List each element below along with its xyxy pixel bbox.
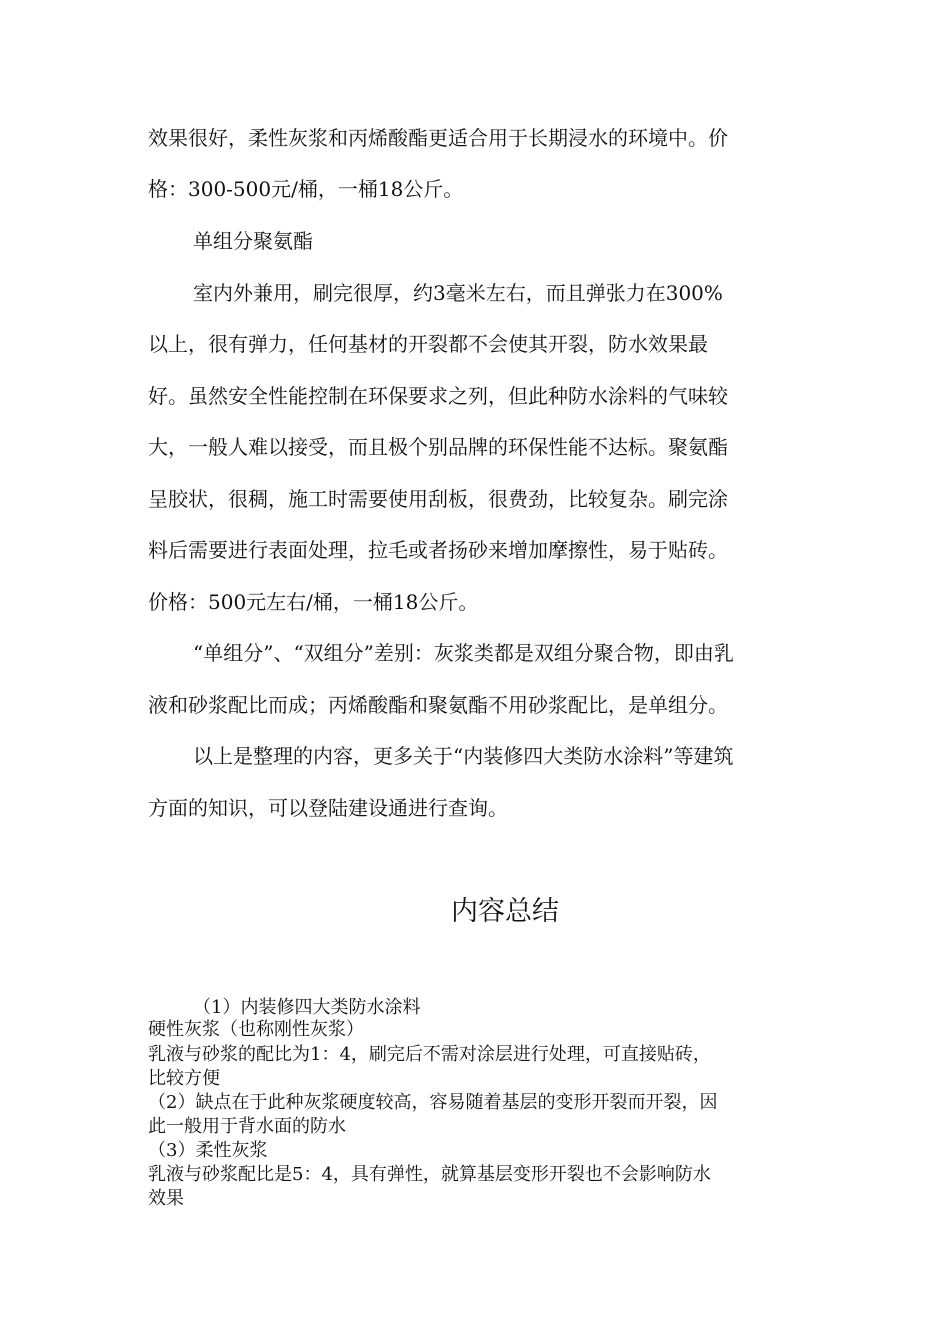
summary-title: 内容总结	[451, 896, 559, 927]
body-line: 以上是整理的内容，更多关于“内装修四大类防水涂料”等建筑	[193, 744, 734, 768]
summary-line: 硬性灰浆（也称刚性灰浆）	[148, 1019, 364, 1040]
body-line: 液和砂浆配比而成；丙烯酸酯和聚氨酯不用砂浆配比，是单组分。	[148, 693, 728, 717]
body-line: 方面的知识，可以登陆建设通进行查询。	[148, 796, 508, 820]
body-line: 以上，很有弹力，任何基材的开裂都不会使其开裂，防水效果最	[148, 332, 708, 356]
summary-line: 乳液与砂浆的配比为1：4，刷完后不需对涂层进行处理，可直接贴砖，	[148, 1044, 711, 1065]
body-line: 料后需要进行表面处理，拉毛或者扬砂来增加摩擦性，易于贴砖。	[148, 538, 728, 562]
summary-line: 比较方便	[148, 1068, 220, 1089]
body-line: 好。虽然安全性能控制在环保要求之列，但此种防水涂料的气味较	[148, 384, 728, 408]
body-line: 效果很好，柔性灰浆和丙烯酸酯更适合用于长期浸水的环境中。价	[148, 126, 728, 150]
summary-line: （1）内装修四大类防水涂料	[193, 997, 421, 1018]
summary-line: （2）缺点在于此种灰浆硬度较高，容易随着基层的变形开裂而开裂，因	[148, 1092, 718, 1113]
body-line: 格：300-500元/桶，一桶18公斤。	[148, 177, 464, 201]
body-line: 大，一般人难以接受，而且极个别品牌的环保性能不达标。聚氨酯	[148, 435, 728, 459]
section-heading: 单组分聚氨酯	[193, 229, 313, 253]
body-line: 室内外兼用，刷完很厚，约3毫米左右，而且弹张力在300%	[193, 281, 723, 305]
summary-line: 效果	[148, 1188, 184, 1209]
summary-line: 此一般用于背水面的防水	[148, 1116, 346, 1137]
body-line: 呈胶状，很稠，施工时需要使用刮板，很费劲，比较复杂。刷完涂	[148, 487, 728, 511]
summary-line: 乳液与砂浆配比是5：4，具有弹性，就算基层变形开裂也不会影响防水	[148, 1164, 711, 1185]
summary-line: （3）柔性灰浆	[148, 1140, 268, 1161]
body-line: 价格：500元左右/桶，一桶18公斤。	[148, 590, 479, 614]
body-line: “单组分”、“双组分”差别：灰浆类都是双组分聚合物，即由乳	[193, 641, 734, 665]
